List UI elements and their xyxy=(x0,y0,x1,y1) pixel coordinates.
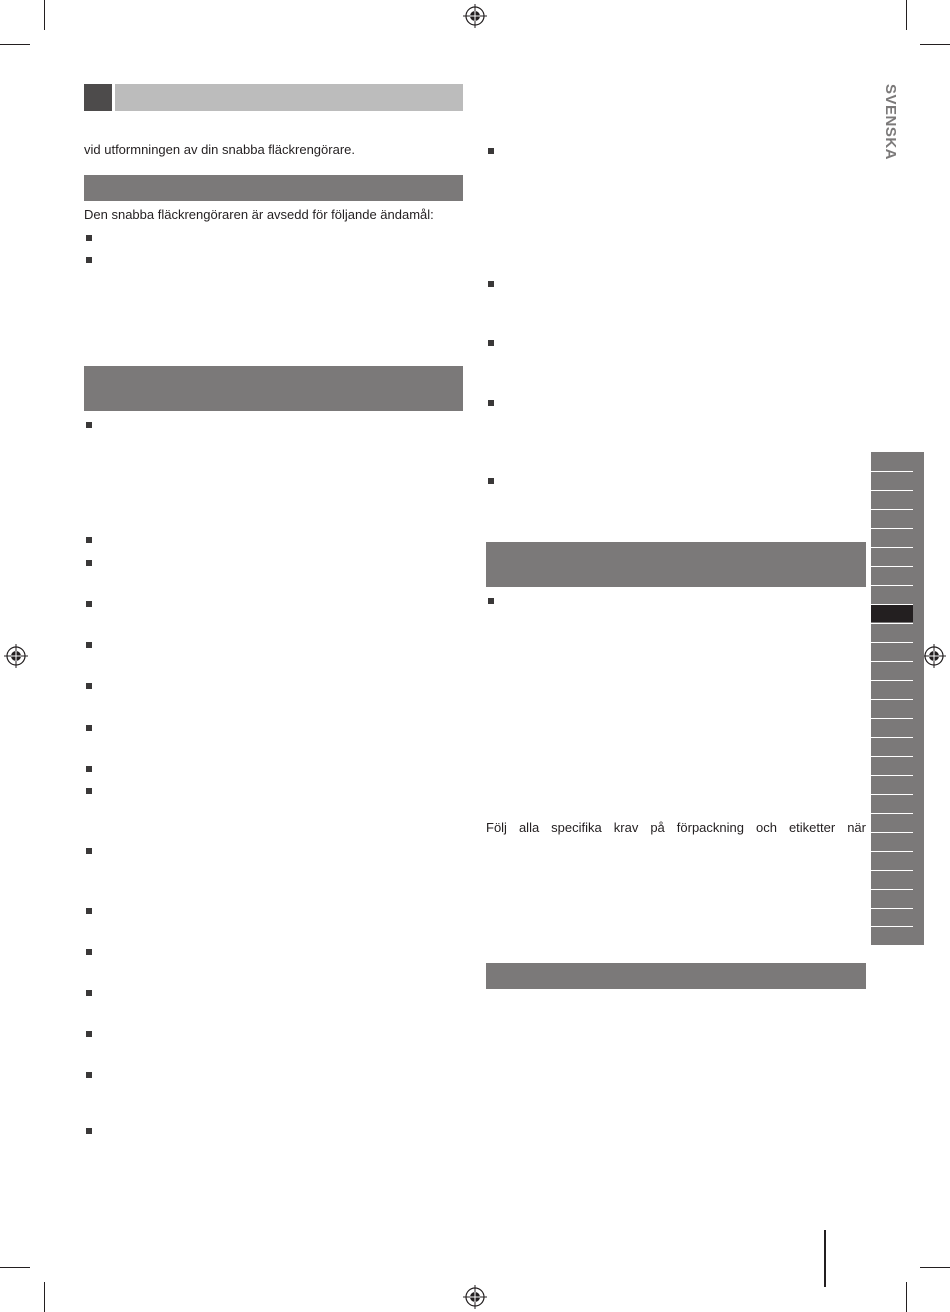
bullet-square-icon xyxy=(86,949,92,955)
registration-mark-icon xyxy=(922,644,946,668)
tab-divider xyxy=(871,737,913,738)
tab-divider xyxy=(871,926,913,927)
bullet-square-icon xyxy=(86,766,92,772)
tab-divider xyxy=(871,661,913,662)
bullet-square-icon xyxy=(86,1128,92,1134)
tab-divider xyxy=(871,889,913,890)
tab-divider xyxy=(871,908,913,909)
tab-divider xyxy=(871,547,913,548)
bullet-square-icon xyxy=(488,400,494,406)
tab-divider xyxy=(871,699,913,700)
chapter-title-bar xyxy=(115,84,463,111)
tab-divider xyxy=(871,471,913,472)
active-language-tab xyxy=(871,605,913,622)
bullet-square-icon xyxy=(86,422,92,428)
bullet-square-icon xyxy=(86,1072,92,1078)
tab-divider xyxy=(871,718,913,719)
language-side-label: SVENSKA xyxy=(882,84,899,161)
crop-mark xyxy=(906,0,907,30)
bullet-square-icon xyxy=(86,601,92,607)
bullet-square-icon xyxy=(86,235,92,241)
section-bar xyxy=(486,963,866,989)
tab-divider xyxy=(871,794,913,795)
intro-text: vid utformningen av din snabba fläckrengörare. xyxy=(84,142,355,157)
crop-mark xyxy=(0,1267,30,1268)
bullet-square-icon xyxy=(86,257,92,263)
section-bar xyxy=(84,366,463,411)
page-marker-line xyxy=(824,1230,826,1287)
bullet-square-icon xyxy=(86,908,92,914)
bullet-square-icon xyxy=(86,788,92,794)
bullet-square-icon xyxy=(86,683,92,689)
tab-divider xyxy=(871,509,913,510)
chapter-number-block xyxy=(84,84,112,111)
crop-mark xyxy=(920,44,950,45)
tab-divider xyxy=(871,585,913,586)
bullet-square-icon xyxy=(488,478,494,484)
tab-divider xyxy=(871,851,913,852)
tab-divider xyxy=(871,832,913,833)
bullet-square-icon xyxy=(86,642,92,648)
tab-divider xyxy=(871,775,913,776)
tab-divider xyxy=(871,490,913,491)
crop-mark xyxy=(906,1282,907,1312)
tab-divider xyxy=(871,680,913,681)
bullet-square-icon xyxy=(86,725,92,731)
bullet-square-icon xyxy=(488,281,494,287)
section-bar xyxy=(486,542,866,587)
tab-divider xyxy=(871,642,913,643)
packaging-text: Följ alla specifika krav på förpackning och etiketter när xyxy=(486,820,866,835)
registration-mark-icon xyxy=(4,644,28,668)
tab-divider xyxy=(871,566,913,567)
bullet-square-icon xyxy=(86,560,92,566)
bullet-square-icon xyxy=(86,1031,92,1037)
bullet-square-icon xyxy=(488,598,494,604)
tab-divider xyxy=(871,756,913,757)
bullet-square-icon xyxy=(86,848,92,854)
registration-mark-icon xyxy=(463,4,487,28)
bullet-square-icon xyxy=(488,340,494,346)
bullet-square-icon xyxy=(86,537,92,543)
tab-divider xyxy=(871,813,913,814)
bullet-square-icon xyxy=(488,148,494,154)
crop-mark xyxy=(44,1282,45,1312)
tab-divider xyxy=(871,528,913,529)
crop-mark xyxy=(44,0,45,30)
crop-mark xyxy=(0,44,30,45)
tab-divider xyxy=(871,870,913,871)
tab-divider xyxy=(871,623,913,624)
crop-mark xyxy=(920,1267,950,1268)
section-bar xyxy=(84,175,463,201)
purpose-text: Den snabba fläckrengöraren är avsedd för följande ändamål: xyxy=(84,207,434,222)
bullet-square-icon xyxy=(86,990,92,996)
registration-mark-icon xyxy=(463,1285,487,1309)
